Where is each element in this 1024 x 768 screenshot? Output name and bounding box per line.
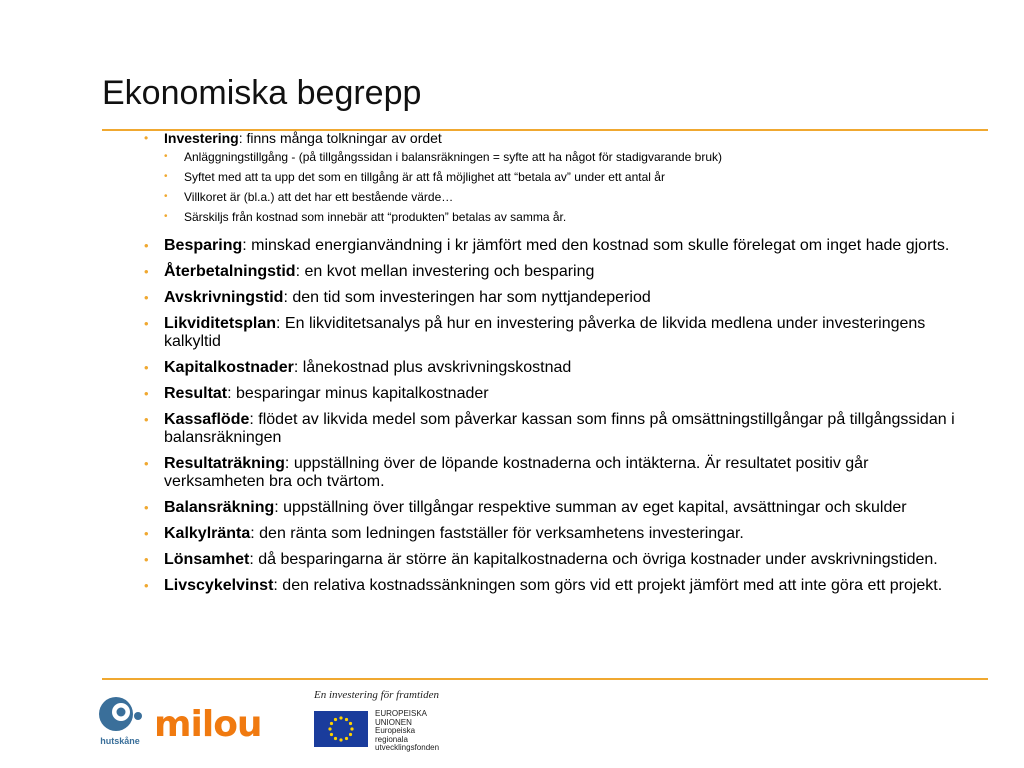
sub-item-text: Särskiljs från kostnad som innebär att “produkten” betalas av samma år. xyxy=(184,210,567,224)
eu-star-icon xyxy=(330,733,333,736)
bullet-icon: • xyxy=(144,264,149,279)
definition: : besparingar minus kapitalkostnader xyxy=(227,385,489,402)
list-item-likviditetsplan xyxy=(142,315,972,351)
term: Kalkylränta xyxy=(164,525,251,542)
bullet-icon: • xyxy=(144,290,149,305)
bullet-icon: • xyxy=(164,211,168,222)
eu-label xyxy=(375,710,439,753)
term: Besparing xyxy=(164,237,243,254)
definition-investering: : finns många tolkningar av ordet xyxy=(238,130,442,146)
term: Livscykelvinst xyxy=(164,577,274,594)
list-item-resultat xyxy=(142,385,972,403)
sub-list-item xyxy=(142,170,972,184)
eu-star-icon xyxy=(349,733,352,736)
eu-star-icon xyxy=(339,716,342,719)
term: Lönsamhet xyxy=(164,551,250,568)
bullet-icon: • xyxy=(144,526,149,541)
list-item-investering xyxy=(142,130,972,146)
bullet-icon: • xyxy=(144,238,149,253)
term: Likviditetsplan xyxy=(164,315,277,332)
definition: : den tid som investeringen har som nyttjandeperiod xyxy=(283,289,651,306)
bullet-icon: • xyxy=(144,412,149,427)
sub-list-item xyxy=(142,190,972,204)
list-item-lonsamhet xyxy=(142,551,972,569)
eu-star-icon xyxy=(334,718,337,721)
sub-list-item xyxy=(142,150,972,164)
list-item-livscykelvinst xyxy=(142,577,972,595)
definition: : uppställning över de löpande kostnaderna och intäkterna. Är resultatet positiv går verksamheten bra och tvärtom. xyxy=(164,455,869,490)
list-item-kapitalkostnader xyxy=(142,359,972,377)
eu-label-line: UNIONEN xyxy=(375,717,412,727)
bullet-icon: • xyxy=(144,456,149,471)
hutskane-logo-eye xyxy=(117,708,126,717)
milou-logo: milou xyxy=(154,704,262,745)
definition: : En likviditetsanalys på hur en investering påverka de likvida medlena under investeringens kalkyltid xyxy=(164,315,926,350)
bullet-icon: • xyxy=(144,360,149,375)
eu-star-icon xyxy=(349,722,352,725)
sub-list-item xyxy=(142,210,972,224)
hutskane-logo-label: hutskåne xyxy=(100,736,140,746)
eu-label-line: regionala xyxy=(375,734,408,744)
eu-label-line: Europeiska xyxy=(375,726,416,735)
eu-star-icon xyxy=(339,738,342,741)
bullet-icon: • xyxy=(144,131,149,145)
bullet-icon: • xyxy=(164,151,168,162)
eu-flag-icon xyxy=(314,711,368,747)
term: Balansräkning xyxy=(164,499,275,516)
eu-star-icon xyxy=(330,722,333,725)
sub-item-text: Villkoret är (bl.a.) att det har ett bestående värde… xyxy=(184,190,454,204)
slide-title: Ekonomiska begrepp xyxy=(102,74,422,112)
bullet-icon: • xyxy=(144,386,149,401)
definition: : då besparingarna är större än kapitalkostnaderna och övriga kostnader under avskrivningstiden. xyxy=(249,551,938,568)
term: Kapitalkostnader xyxy=(164,359,294,376)
list-item-avskrivningstid xyxy=(142,289,972,307)
term: Återbetalningstid xyxy=(164,263,296,280)
eu-star-icon xyxy=(328,727,331,730)
definition: : flödet av likvida medel som påverkar kassan som finns på omsättningstillgångar på tillgångssidan i balansräkningen xyxy=(164,411,955,446)
definition: : uppställning över tillgångar respektive summan av eget kapital, avsättningar och skulder xyxy=(274,499,907,516)
definition: : minskad energianvändning i kr jämfört med den kostnad som skulle förelegat om inget hade gjorts. xyxy=(242,237,950,254)
term: Resultaträkning xyxy=(164,455,285,472)
list-item-kalkylranta xyxy=(142,525,972,543)
term: Kassaflöde xyxy=(164,411,250,428)
bullet-icon: • xyxy=(164,191,168,202)
definition: : lånekostnad plus avskrivningskostnad xyxy=(293,359,572,376)
eu-star-icon xyxy=(345,718,348,721)
sub-item-text: Anläggningstillgång - (på tillgångssidan i balansräkningen = syfte att ha något för stadigvarande bruk) xyxy=(184,150,723,164)
eu-label-line: utvecklingsfonden xyxy=(375,743,440,752)
eu-star-icon xyxy=(345,737,348,740)
definition: : den relativa kostnadssänkningen som görs vid ett projekt jämfört med att inte göra ett projekt. xyxy=(273,577,943,594)
investering-group xyxy=(142,130,972,224)
bullet-icon: • xyxy=(144,578,149,593)
list-item-besparing xyxy=(142,237,972,255)
eu-star-icon xyxy=(350,727,353,730)
definition: : en kvot mellan investering och besparing xyxy=(295,263,595,280)
bullet-icon: • xyxy=(144,316,149,331)
list-item-balansrakning xyxy=(142,499,972,517)
eu-label-line: EUROPEISKA xyxy=(375,709,428,718)
term: Avskrivningstid xyxy=(164,289,284,306)
hutskane-logo xyxy=(94,694,146,750)
hutskane-logo-dot xyxy=(134,712,142,720)
term: Resultat xyxy=(164,385,228,402)
sub-item-text: Syftet med att ta upp det som en tillgång är att få möjlighet att “betala av” under ett antal år xyxy=(184,170,665,184)
bullet-icon: • xyxy=(144,552,149,567)
definitions-list xyxy=(142,130,972,603)
bullet-icon: • xyxy=(144,500,149,515)
definition: : den ränta som ledningen fastställer för verksamhetens investeringar. xyxy=(250,525,744,542)
list-item-kassaflode xyxy=(142,411,972,447)
list-item-aterbetalningstid xyxy=(142,263,972,281)
tagline: En investering för framtiden xyxy=(314,689,439,701)
term-investering: Investering xyxy=(164,130,239,146)
list-item-resultatrakning xyxy=(142,455,972,491)
eu-star-icon xyxy=(334,737,337,740)
bullet-icon: • xyxy=(164,171,168,182)
footer-divider xyxy=(102,678,988,680)
